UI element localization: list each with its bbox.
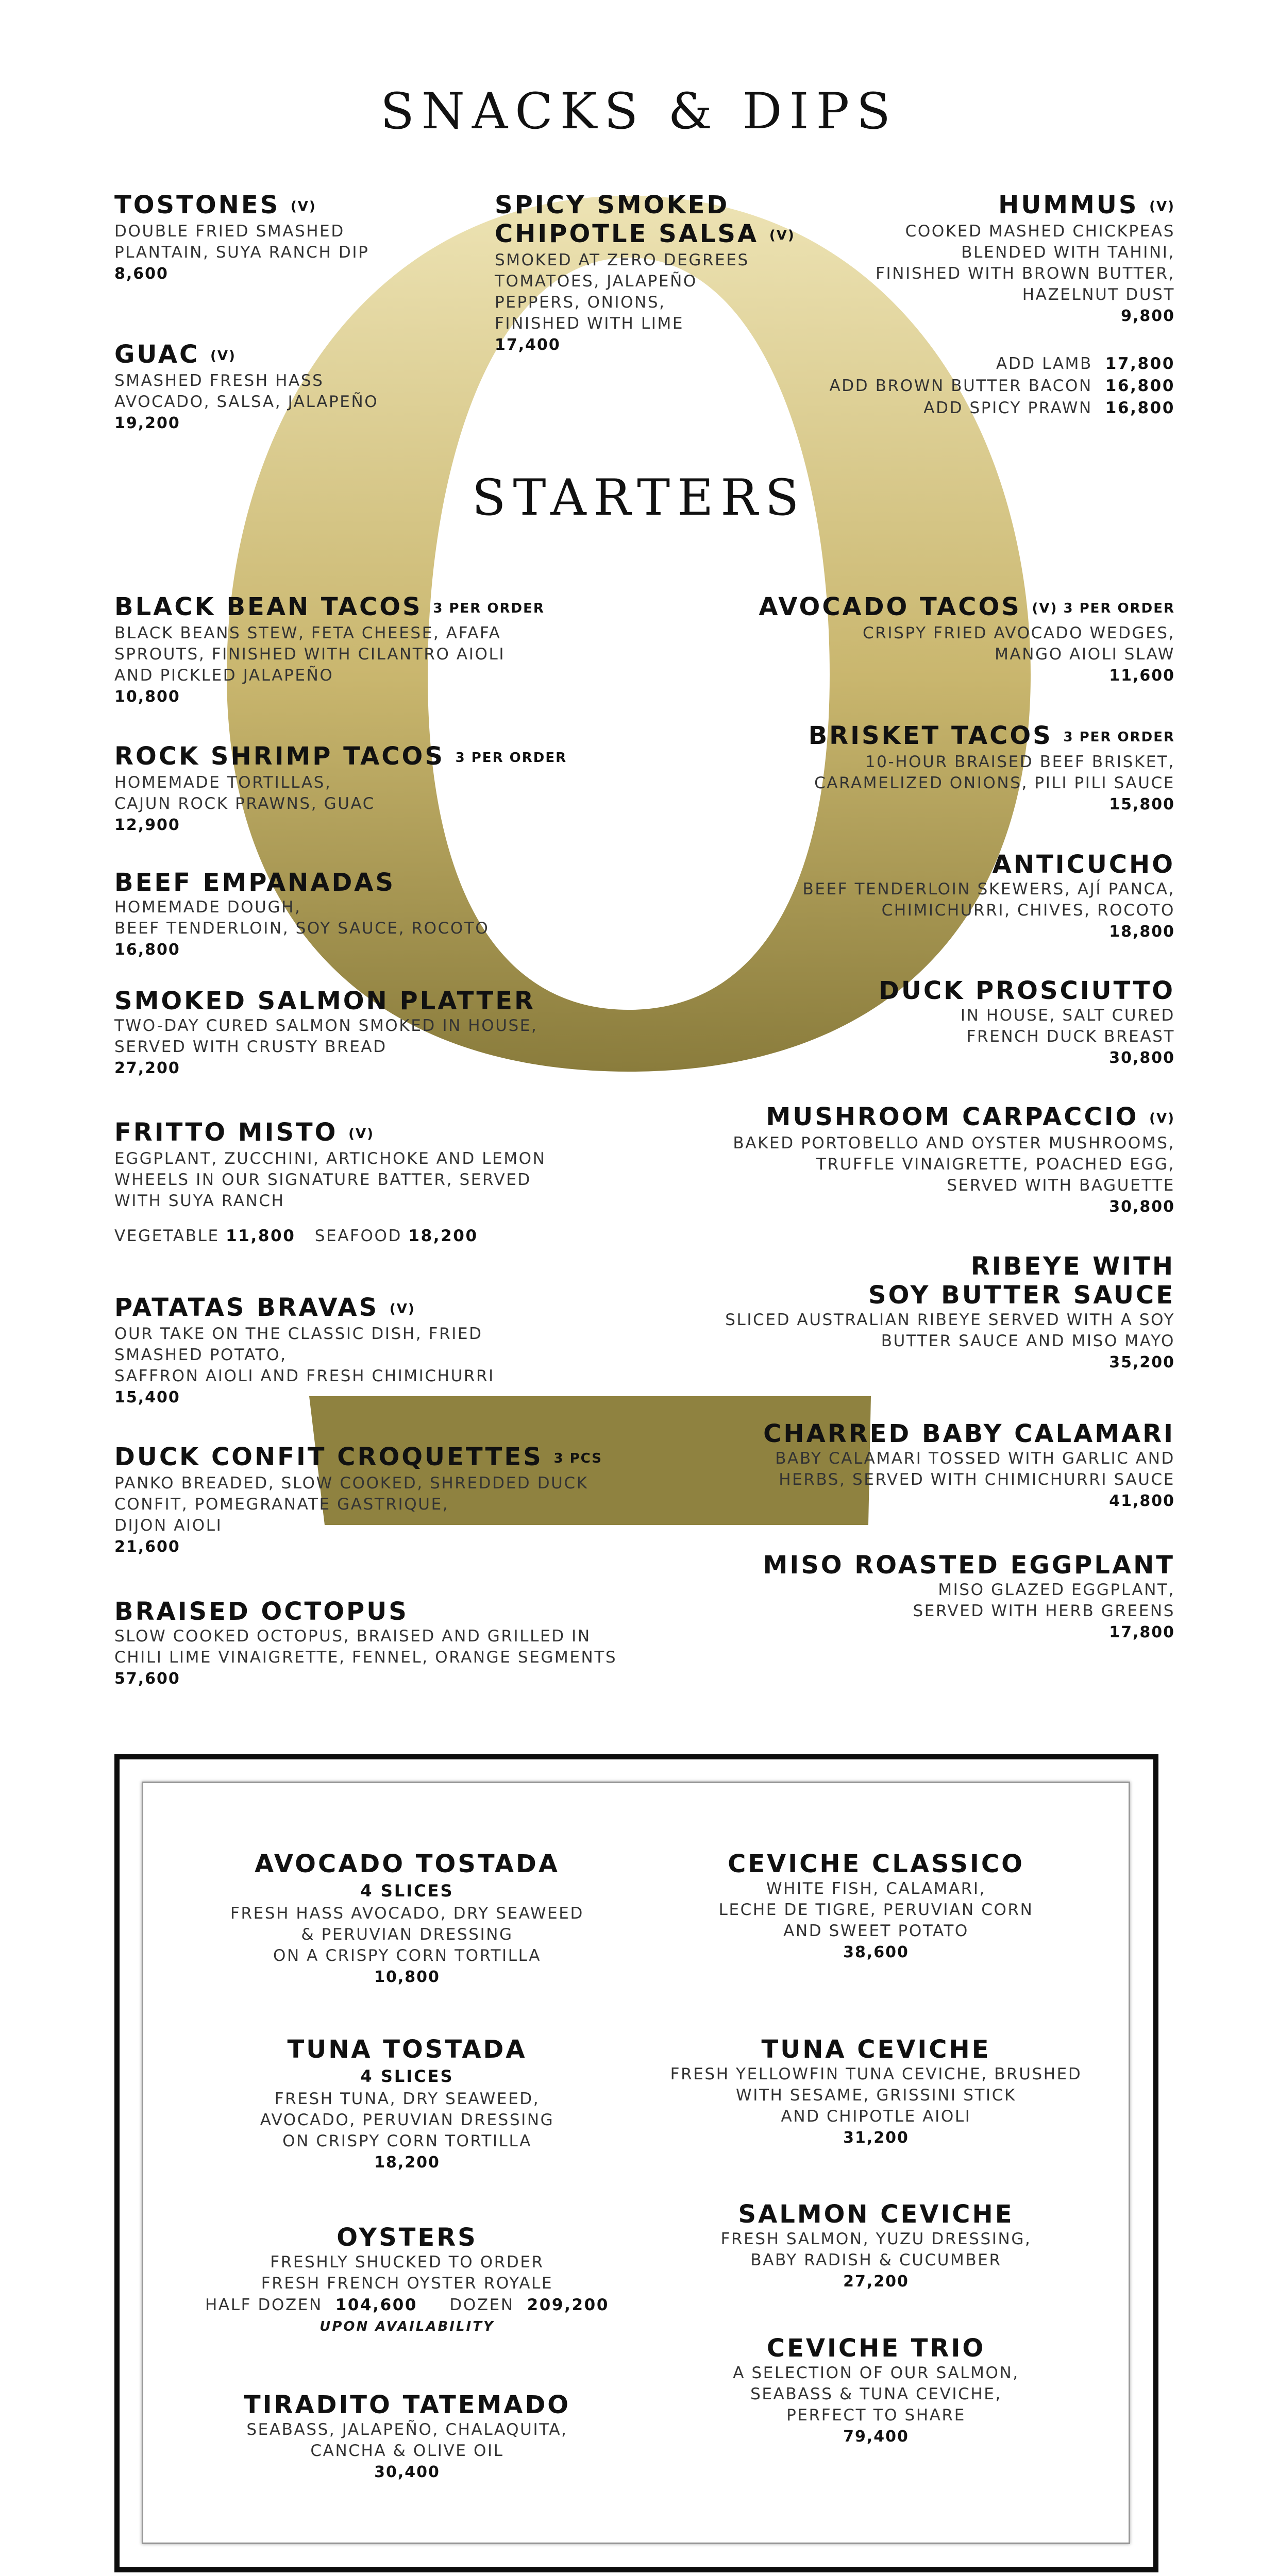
snacks-title: SNACKS & DIPS — [380, 82, 898, 140]
item-description: BAKED PORTOBELLO AND OYSTER MUSHROOMS, TRUFFLE VINAIGRETTE, POACHED EGG, SERVED WITH BAGUETTE — [733, 1134, 1175, 1195]
fritto-options: VEGETABLE 11,800 SEAFOOD 18,200 — [114, 1227, 478, 1245]
item-name: DUCK CONFIT CROQUETTES — [114, 1443, 543, 1471]
item-description: HOMEMADE DOUGH, BEEF TENDERLOIN, SOY SAUCE, ROCOTO — [114, 898, 490, 938]
menu-item-avocado-tostada — [165, 1850, 649, 1988]
item-description: SLICED AUSTRALIAN RIBEYE SERVED WITH A SOY BUTTER SAUCE AND MISO MAYO — [725, 1311, 1175, 1350]
item-description: BLACK BEANS STEW, FETA CHEESE, AFAFA SPROUTS, FINISHED WITH CILANTRO AIOLI AND PICKLED JALAPEÑO — [114, 624, 506, 685]
item-name: MISO ROASTED EGGPLANT — [763, 1551, 1175, 1580]
item-price: 57,600 — [114, 1670, 180, 1688]
hummus-addons — [701, 353, 1175, 419]
item-description: MISO GLAZED EGGPLANT, SERVED WITH HERB GREENS — [913, 1581, 1175, 1620]
item-price: 38,600 — [843, 1943, 909, 1961]
item-name: BRAISED OCTOPUS — [114, 1597, 409, 1626]
menu-item-charred-calamari — [634, 1419, 1175, 1512]
item-name: ROCK SHRIMP TACOS — [114, 742, 445, 771]
item-name: OYSTERS — [337, 2223, 478, 2252]
item-price: 18,200 — [374, 2154, 440, 2172]
item-price: 18,800 — [1109, 923, 1175, 941]
vegetarian-tag: (V) — [1149, 1111, 1175, 1126]
menu-item-duck-prosciutto — [634, 976, 1175, 1069]
menu-item-ribeye — [634, 1252, 1175, 1374]
item-price: 21,600 — [114, 1538, 180, 1556]
item-description: FRESH SALMON, YUZU DRESSING, BABY RADISH & CUCUMBER — [720, 2230, 1032, 2269]
availability-note: UPON AVAILABILITY — [320, 2319, 495, 2334]
item-description: DOUBLE FRIED SMASHED PLANTAIN, SUYA RANCH DIP — [114, 222, 369, 262]
menu-item-tiradito — [165, 2391, 649, 2483]
portion-tag: 3 PCS — [553, 1451, 602, 1466]
item-name: GUAC — [114, 340, 200, 369]
item-description: OUR TAKE ON THE CLASSIC DISH, FRIED SMASHED POTATO, SAFFRON AIOLI AND FRESH CHIMICHURRI — [114, 1325, 495, 1385]
item-name: TIRADITO TATEMADO — [243, 2391, 571, 2419]
portion-tag: 3 PER ORDER — [1063, 730, 1175, 745]
item-name: AVOCADO TACOS — [759, 592, 1021, 621]
item-description: PANKO BREADED, SLOW COOKED, SHREDDED DUCK CONFIT, POMEGRANATE GASTRIQUE, DIJON AIOLI — [114, 1474, 588, 1535]
item-price: 27,200 — [843, 2273, 909, 2291]
item-price: 79,400 — [843, 2428, 909, 2446]
item-name: BRISKET TACOS — [808, 721, 1053, 750]
vegetarian-tag: (V) — [389, 1301, 415, 1317]
item-description: FRESH TUNA, DRY SEAWEED, AVOCADO, PERUVIAN DRESSING ON CRISPY CORN TORTILLA — [260, 2090, 554, 2150]
menu-item-salmon-ceviche — [634, 2200, 1118, 2293]
item-price: 30,800 — [1109, 1049, 1175, 1067]
item-price: 31,200 — [843, 2129, 909, 2147]
item-description: FRESHLY SHUCKED TO ORDER FRESH FRENCH OYSTER ROYALE — [261, 2253, 553, 2293]
item-name: FRITTO MISTO — [114, 1118, 338, 1147]
portion-tag: 3 PER ORDER — [433, 601, 545, 616]
menu-item-ceviche-classico — [634, 1850, 1118, 1963]
item-price: 10,800 — [114, 688, 180, 706]
item-name: CEVICHE TRIO — [766, 2334, 986, 2363]
item-price: 17,800 — [1109, 1623, 1175, 1641]
item-description: TWO-DAY CURED SALMON SMOKED IN HOUSE, SERVED WITH CRUSTY BREAD — [114, 1016, 538, 1056]
item-description: BEEF TENDERLOIN SKEWERS, AJÍ PANCA, CHIMICHURRI, CHIVES, ROCOTO — [802, 880, 1175, 920]
item-price: 17,400 — [495, 336, 561, 354]
item-description: FRESH YELLOWFIN TUNA CEVICHE, BRUSHED WITH SESAME, GRISSINI STICK AND CHIPOTLE AIOLI — [670, 2065, 1082, 2126]
item-price: 30,800 — [1109, 1198, 1175, 1216]
item-description: SLOW COOKED OCTOPUS, BRAISED AND GRILLED IN CHILI LIME VINAIGRETTE, FENNEL, ORANGE SEGMENTS — [114, 1627, 617, 1667]
item-name-line2: SOY BUTTER SAUCE — [868, 1281, 1175, 1310]
portion-tag: 4 SLICES — [360, 1881, 454, 1901]
menu-item-tuna-tostada — [165, 2035, 649, 2174]
addon-brown-butter-bacon: ADD BROWN BUTTER BACON 16,800 — [829, 377, 1175, 395]
item-name: SPICY SMOKED — [495, 191, 730, 219]
item-price: 10,800 — [374, 1968, 440, 1986]
menu-item-anticucho — [634, 850, 1175, 943]
portion-tag: 3 PER ORDER — [455, 750, 567, 766]
item-price: 27,200 — [114, 1059, 180, 1077]
item-name: CEVICHE CLASSICO — [728, 1850, 1024, 1878]
item-description: A SELECTION OF OUR SALMON, SEABASS & TUNA CEVICHE, PERFECT TO SHARE — [733, 2364, 1019, 2425]
item-description: CRISPY FRIED AVOCADO WEDGES, MANGO AIOLI SLAW — [863, 624, 1175, 664]
item-description: COOKED MASHED CHICKPEAS BLENDED WITH TAHINI, FINISHED WITH BROWN BUTTER, HAZELNUT DUST — [876, 222, 1175, 304]
item-price: 15,400 — [114, 1388, 180, 1406]
vegetarian-tag: (V) — [210, 348, 236, 364]
addon-spicy-prawn: ADD SPICY PRAWN 16,800 — [923, 399, 1175, 417]
item-description: SMOKED AT ZERO DEGREES TOMATOES, JALAPEÑO PEPPERS, ONIONS, FINISHED WITH LIME — [495, 251, 749, 333]
menu-item-miso-eggplant — [634, 1551, 1175, 1643]
item-description: SMASHED FRESH HASS AVOCADO, SALSA, JALAPEÑO — [114, 371, 379, 411]
menu-item-tostones — [114, 191, 475, 285]
item-name: BEEF EMPANADAS — [114, 868, 396, 897]
menu-item-tuna-ceviche — [634, 2035, 1118, 2149]
vegetarian-tag: (V) — [1149, 199, 1175, 214]
item-price: 8,600 — [114, 265, 169, 283]
item-price: 12,900 — [114, 816, 180, 834]
item-name: PATATAS BRAVAS — [114, 1293, 379, 1322]
item-name: DUCK PROSCIUTTO — [879, 976, 1175, 1005]
starters-title: STARTERS — [472, 469, 806, 527]
item-name: CHARRED BABY CALAMARI — [763, 1419, 1175, 1448]
menu-item-mushroom-carpaccio — [634, 1103, 1175, 1218]
item-description: BABY CALAMARI TOSSED WITH GARLIC AND HERBS, SERVED WITH CHIMICHURRI SAUCE — [775, 1449, 1175, 1489]
item-description: FRESH HASS AVOCADO, DRY SEAWEED & PERUVIAN DRESSING ON A CRISPY CORN TORTILLA — [230, 1904, 584, 1965]
item-name-line2: CHIPOTLE SALSA — [495, 219, 759, 248]
vegetarian-tag: (V) — [769, 228, 795, 243]
item-price: 16,800 — [114, 941, 180, 959]
item-name: TUNA CEVICHE — [761, 2035, 991, 2064]
item-description: 10-HOUR BRAISED BEEF BRISKET, CARAMELIZED ONIONS, PILI PILI SAUCE — [814, 753, 1175, 792]
menu-item-hummus — [752, 191, 1175, 327]
vegetarian-tag: (V) — [348, 1126, 375, 1142]
item-price: 30,400 — [374, 2463, 440, 2481]
item-name: TUNA TOSTADA — [287, 2035, 527, 2064]
item-description: HOMEMADE TORTILLAS, CAJUN ROCK PRAWNS, GUAC — [114, 773, 376, 813]
item-description: EGGPLANT, ZUCCHINI, ARTICHOKE AND LEMON WHEELS IN OUR SIGNATURE BATTER, SERVED WITH SUYA RANCH — [114, 1149, 546, 1210]
item-price: 19,200 — [114, 414, 180, 432]
menu-item-oysters — [165, 2223, 649, 2337]
vegetarian-tag: (V) — [290, 199, 316, 214]
item-description: IN HOUSE, SALT CURED FRENCH DUCK BREAST — [960, 1006, 1175, 1046]
addon-lamb: ADD LAMB 17,800 — [996, 354, 1175, 373]
item-name: MUSHROOM CARPACCIO — [766, 1103, 1139, 1131]
item-name: SMOKED SALMON PLATTER — [114, 987, 535, 1015]
item-name: HUMMUS — [998, 191, 1139, 219]
item-name: RIBEYE WITH — [970, 1252, 1175, 1281]
oyster-prices: HALF DOZEN 104,600 DOZEN 209,200 — [205, 2296, 609, 2314]
item-name: SALMON CEVICHE — [738, 2200, 1014, 2229]
item-price: 9,800 — [1121, 307, 1175, 325]
item-price: 41,800 — [1109, 1492, 1175, 1510]
item-price: 11,600 — [1109, 667, 1175, 685]
item-price: 35,200 — [1109, 1353, 1175, 1371]
item-name: ANTICUCHO — [992, 850, 1175, 879]
item-description: SEABASS, JALAPEÑO, CHALAQUITA, CANCHA & OLIVE OIL — [246, 2420, 568, 2460]
menu-item-brisket-tacos — [634, 721, 1175, 816]
item-price: 15,800 — [1109, 795, 1175, 814]
item-name: TOSTONES — [114, 191, 280, 219]
item-name: BLACK BEAN TACOS — [114, 592, 423, 621]
portion-tag: 4 SLICES — [360, 2066, 454, 2086]
item-description: WHITE FISH, CALAMARI, LECHE DE TIGRE, PERUVIAN CORN AND SWEET POTATO — [718, 1879, 1034, 1940]
menu-item-ceviche-trio — [634, 2334, 1118, 2448]
portion-tag: (V) 3 PER ORDER — [1032, 601, 1175, 616]
menu-item-guac — [114, 340, 475, 434]
menu-item-avocado-tacos — [634, 592, 1175, 687]
item-name: AVOCADO TOSTADA — [254, 1850, 560, 1878]
